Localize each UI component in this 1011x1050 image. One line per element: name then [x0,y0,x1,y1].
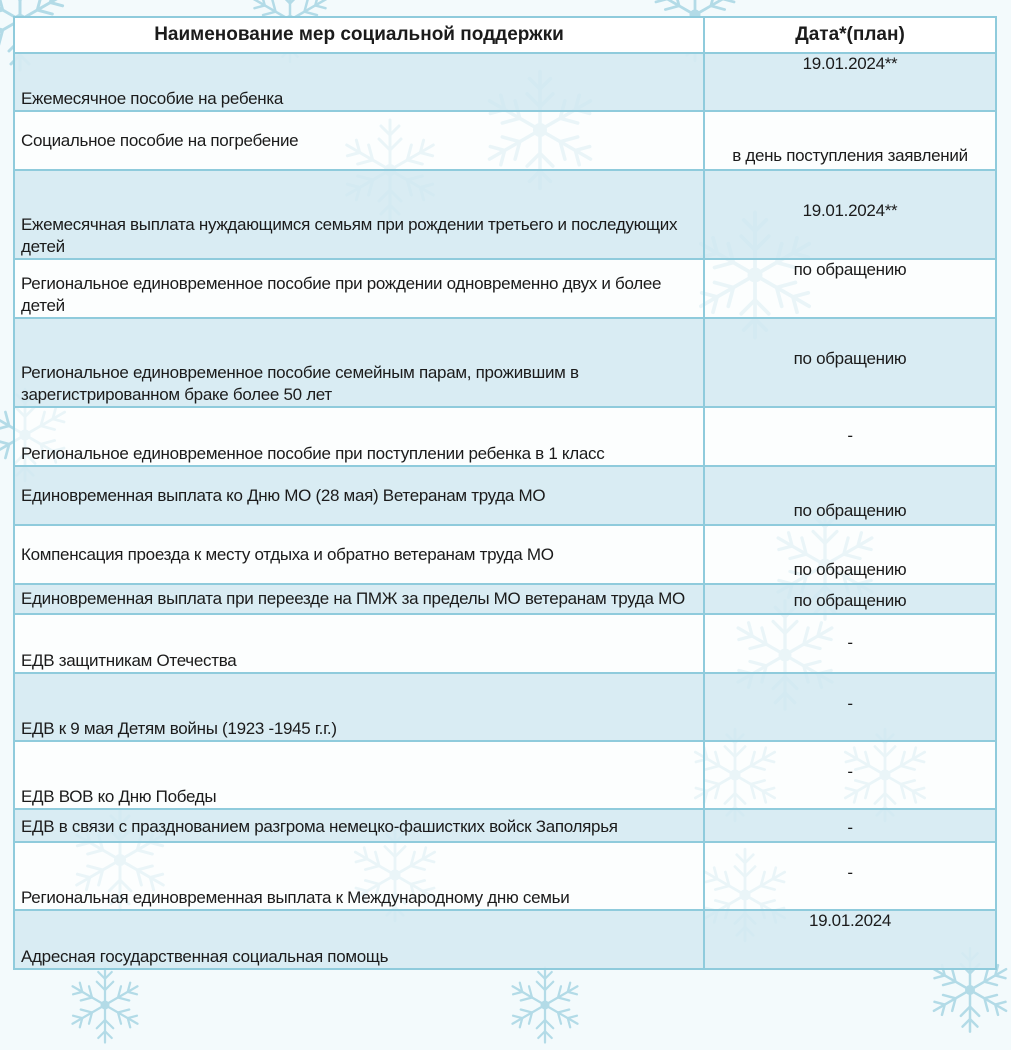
table-row [14,53,996,111]
measure-name: ЕДВ ВОВ ко Дню Победы [14,741,704,809]
measure-name: Социальное пособие на погребение [14,111,704,170]
measure-date: по обращению [704,584,996,614]
measure-date: по обращению [704,259,996,318]
measure-date: - [704,407,996,466]
measure-name: Региональное единовременное пособие семейным парам, прожившим в зарегистрированном браке более 50 лет [14,318,704,407]
measure-date: по обращению [704,466,996,525]
table-row [14,584,996,614]
measure-date: 19.01.2024** [704,53,996,111]
measure-name: Региональное единовременное пособие при рождении одновременно двух и более детей [14,259,704,318]
measure-name: ЕДВ защитникам Отечества [14,614,704,673]
measure-date: - [704,673,996,741]
table-row [14,741,996,809]
snowflake-icon [500,960,590,1050]
measure-name: Единовременная выплата при переезде на ПМЖ за пределы МО ветеранам труда МО [14,584,704,614]
measure-name: Региональное единовременное пособие при поступлении ребенка в 1 класс [14,407,704,466]
measure-date: 19.01.2024 [704,910,996,969]
social-support-table [13,16,997,970]
snowflake-icon [60,960,150,1050]
table-row [14,809,996,842]
measure-name: Компенсация проезда к месту отдыха и обратно ветеранам труда МО [14,525,704,584]
table-row [14,614,996,673]
measure-date: - [704,741,996,809]
measure-name: Региональная единовременная выплата к Международному дню семьи [14,842,704,910]
measure-date: - [704,842,996,910]
table-row [14,259,996,318]
column-header-date: Дата*(план) [704,17,996,53]
table-row [14,318,996,407]
measure-date: 19.01.2024** [704,170,996,259]
table-header-row [14,17,996,53]
measure-date: в день поступления заявлений [704,111,996,170]
measure-name: Адресная государственная социальная помощь [14,910,704,969]
measure-date: по обращению [704,525,996,584]
measure-date: - [704,614,996,673]
table-row [14,673,996,741]
measure-name: ЕДВ к 9 мая Детям войны (1923 -1945 г.г.) [14,673,704,741]
measure-date: - [704,809,996,842]
table-row [14,842,996,910]
table-row [14,170,996,259]
table-row [14,466,996,525]
table-row [14,407,996,466]
column-header-measure: Наименование мер социальной поддержки [14,17,704,53]
table-row [14,910,996,969]
measure-date: по обращению [704,318,996,407]
table-row [14,525,996,584]
table-row [14,111,996,170]
measure-name: ЕДВ в связи с празднованием разгрома немецко-фашистких войск Заполярья [14,809,704,842]
measure-name: Ежемесячное пособие на ребенка [14,53,704,111]
measure-name: Ежемесячная выплата нуждающимся семьям при рождении третьего и последующих детей [14,170,704,259]
measure-name: Единовременная выплата ко Дню МО (28 мая) Ветеранам труда МО [14,466,704,525]
